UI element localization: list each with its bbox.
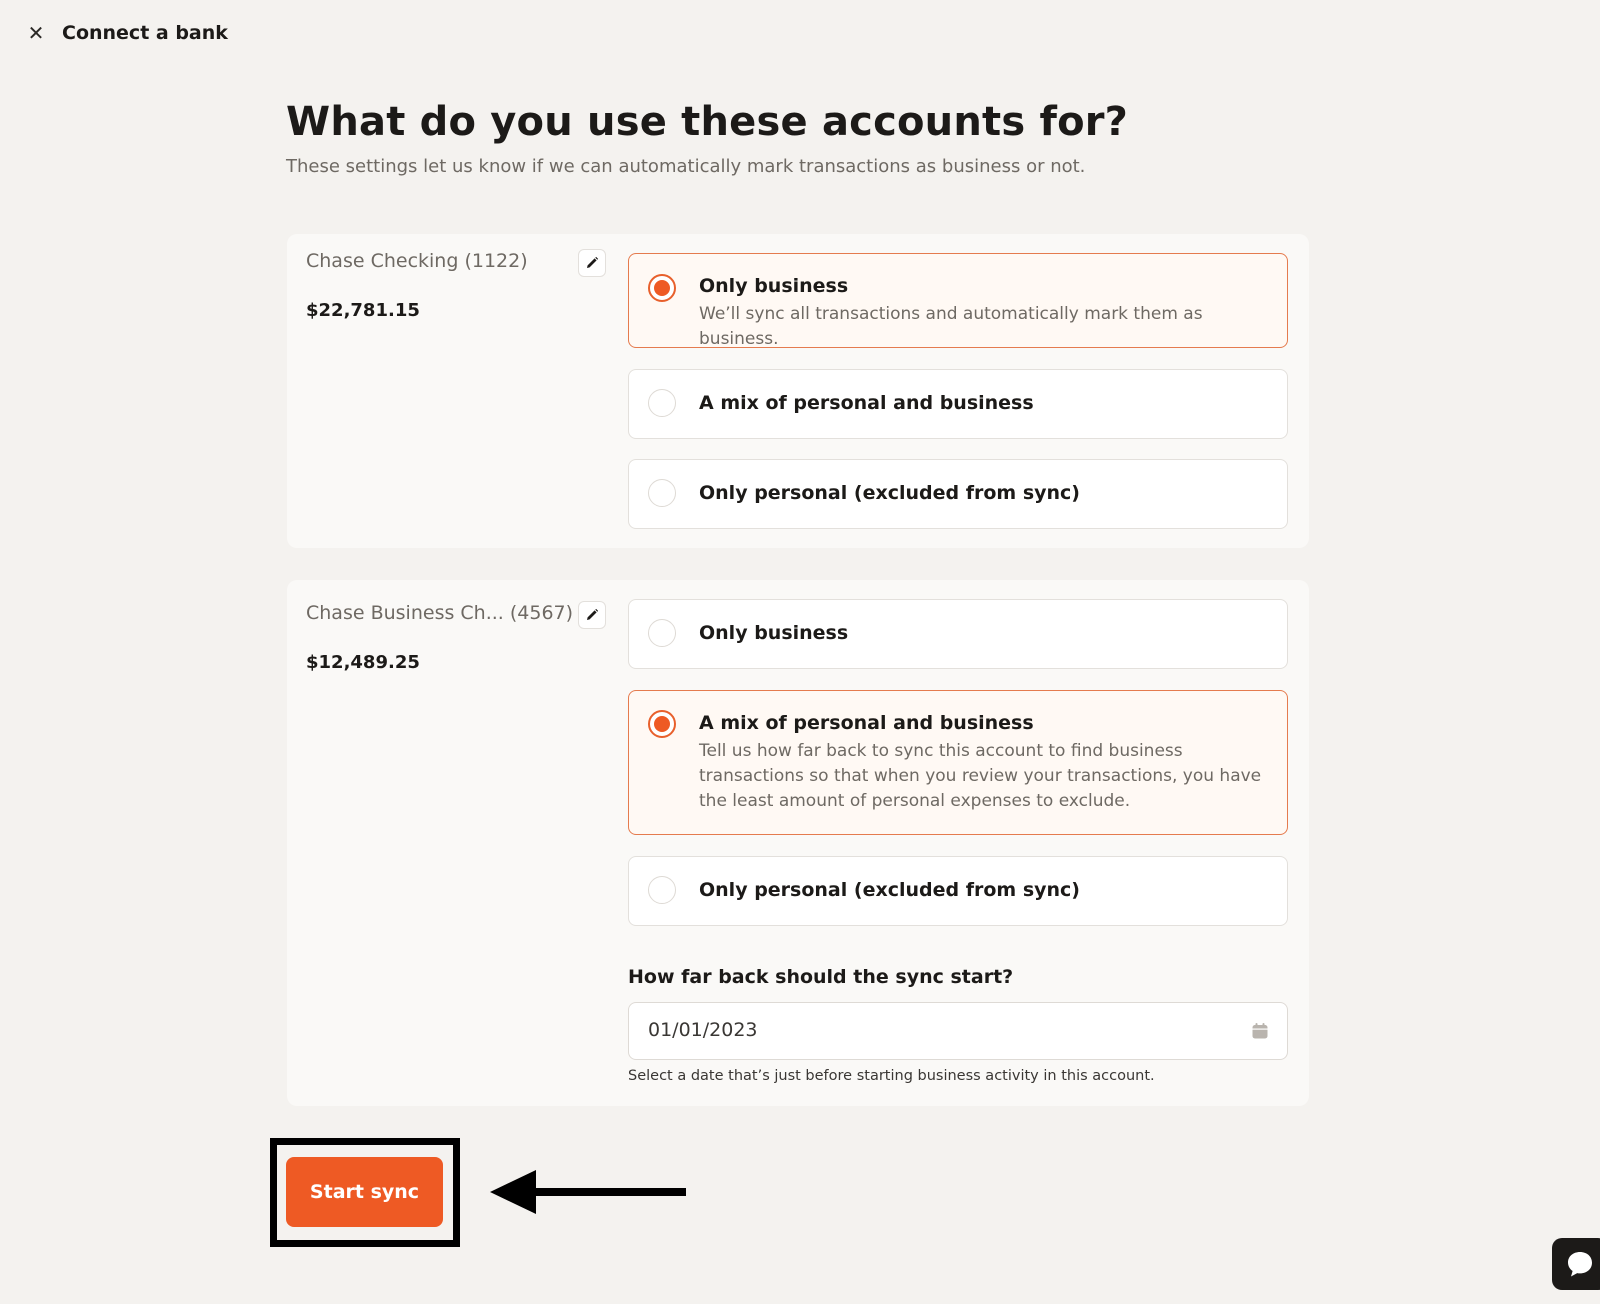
- sync-start-help-text: Select a date that’s just before starting business activity in this account.: [628, 1068, 1155, 1084]
- sync-start-label: How far back should the sync start?: [628, 966, 1014, 988]
- radio-button[interactable]: [648, 619, 676, 647]
- option-mix-personal-business[interactable]: [628, 369, 1288, 439]
- option-description: We’ll sync all transactions and automatically mark them as business.: [699, 304, 1203, 349]
- date-value: 01/01/2023: [648, 1019, 758, 1041]
- option-label: Only personal (excluded from sync): [699, 879, 1080, 901]
- radio-button[interactable]: [648, 876, 676, 904]
- option-label: Only business: [699, 622, 849, 644]
- account-balance: $12,489.25: [306, 652, 420, 673]
- arrow-left-icon: [488, 1168, 688, 1216]
- radio-button[interactable]: [648, 479, 676, 507]
- page-header: [286, 96, 1316, 180]
- sync-start-date-field[interactable]: [628, 1002, 1288, 1060]
- start-sync-button[interactable]: Start sync: [286, 1157, 443, 1227]
- topbar: [26, 16, 228, 50]
- chat-bubble-icon[interactable]: [1552, 1238, 1600, 1290]
- option-label: A mix of personal and business: [699, 712, 1034, 734]
- page-subtitle: These settings let us know if we can automatically mark transactions as business or not.: [286, 156, 1086, 177]
- close-icon[interactable]: ✕: [27, 21, 45, 45]
- calendar-icon[interactable]: [1251, 1022, 1269, 1044]
- account-balance: $22,781.15: [306, 300, 420, 321]
- page-title: What do you use these accounts for?: [286, 99, 1129, 145]
- option-only-business[interactable]: [628, 599, 1288, 669]
- option-only-business[interactable]: [628, 253, 1288, 348]
- option-label: A mix of personal and business: [699, 392, 1034, 414]
- option-mix-personal-business[interactable]: [628, 690, 1288, 835]
- pencil-icon[interactable]: [578, 601, 606, 629]
- account-name: Chase Checking (1122): [306, 250, 528, 272]
- option-only-personal[interactable]: [628, 856, 1288, 926]
- radio-button[interactable]: [648, 274, 676, 302]
- pencil-icon[interactable]: [578, 249, 606, 277]
- radio-button[interactable]: [648, 389, 676, 417]
- option-only-personal[interactable]: [628, 459, 1288, 529]
- account-card-chase-checking: [287, 234, 1309, 548]
- account-name: Chase Business Ch... (4567): [306, 602, 574, 624]
- option-description: Tell us how far back to sync this account to find business transactions so that when you review your transactions, you have the least amount of personal expenses to exclude.: [699, 741, 1262, 811]
- account-card-chase-business: [287, 580, 1309, 1106]
- radio-button[interactable]: [648, 710, 676, 738]
- option-label: Only personal (excluded from sync): [699, 482, 1080, 504]
- topbar-title: Connect a bank: [62, 22, 228, 44]
- option-label: Only business: [699, 275, 849, 297]
